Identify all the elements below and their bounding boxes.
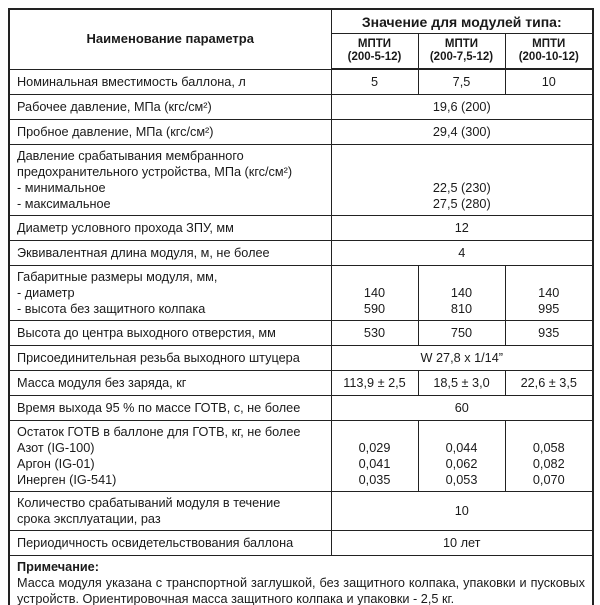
column-spec: (200-10-12) — [518, 51, 579, 63]
cell-line: 140 — [538, 285, 560, 300]
value-cell — [505, 320, 593, 345]
cell-line: 935 — [538, 325, 560, 340]
note-text: Масса модуля указана с транспортной заглушкой, без защитного колпака, упаковки и пусковых устройств. Ориентировочная масса защитного колпака и упаковки - 2,5 кг. — [17, 575, 585, 605]
cell-line: Рабочее давление, МПа (кгс/см²) — [17, 99, 212, 114]
cell-line: Количество срабатываний модуля в течение — [17, 495, 281, 510]
values-header: Значение для модулей типа: — [331, 9, 593, 34]
table-row — [9, 420, 593, 491]
value-cell — [418, 69, 505, 94]
cell-line: Инерген (IG-541) — [17, 472, 117, 487]
cell-line: Периодичность освидетельствования баллона — [17, 535, 294, 550]
cell-line: Пробное давление, МПа (кгс/см²) — [17, 124, 214, 139]
cell-line: - максимальное — [17, 196, 111, 211]
value-cell-span — [331, 119, 593, 144]
param-label — [9, 265, 331, 320]
value-cell-span — [331, 395, 593, 420]
cell-line: 0,044 — [445, 440, 478, 455]
param-label — [9, 94, 331, 119]
cell-line: 530 — [363, 325, 386, 340]
value-cell — [418, 420, 505, 491]
cell-line: Габаритные размеры модуля, мм, — [17, 269, 218, 284]
value-cell — [505, 420, 593, 491]
cell-line: 22,5 (230) — [432, 180, 491, 195]
cell-line: 995 — [538, 301, 560, 316]
cell-line: Остаток ГОТВ в баллоне для ГОТВ, кг, не более — [17, 424, 301, 439]
param-label — [9, 345, 331, 370]
cell-line: 22,6 ± 3,5 — [520, 375, 577, 390]
table-row — [9, 265, 593, 320]
value-cell — [331, 69, 418, 94]
param-header: Наименование параметра — [9, 9, 331, 69]
cell-line: Высота до центра выходного отверстия, мм — [17, 325, 276, 340]
cell-line: 18,5 ± 3,0 — [433, 375, 490, 390]
cell-line: 19,6 (200) — [432, 99, 491, 114]
cell-line: - высота без защитного колпака — [17, 301, 206, 316]
note-title: Примечание: — [17, 559, 99, 574]
value-cell — [331, 265, 418, 320]
column-model: МПТИ — [444, 37, 479, 50]
value-cell — [418, 370, 505, 395]
note-cell — [9, 555, 593, 605]
cell-line: 140 — [450, 285, 473, 300]
cell-line: Аргон (IG-01) — [17, 456, 95, 471]
param-label — [9, 144, 331, 215]
cell-line: 0,082 — [532, 456, 565, 471]
cell-line: Присоединительная резьба выходного штуцера — [17, 350, 300, 365]
param-label — [9, 420, 331, 491]
cell-line: Диаметр условного прохода ЗПУ, мм — [17, 220, 234, 235]
cell-line: Время выхода 95 % по массе ГОТВ, с, не более — [17, 400, 301, 415]
cell-line: 12 — [454, 220, 469, 235]
param-label — [9, 215, 331, 240]
value-cell-span — [331, 215, 593, 240]
value-cell-span — [331, 94, 593, 119]
column-spec: (200-5-12) — [347, 51, 402, 63]
cell-line: 810 — [450, 301, 473, 316]
table-row — [9, 395, 593, 420]
table-row — [9, 119, 593, 144]
column-spec: (200-7,5-12) — [429, 51, 494, 63]
value-cell-span — [331, 345, 593, 370]
value-cell — [331, 420, 418, 491]
cell-line: 0,035 — [358, 472, 391, 487]
column-header-mpti-200-10-12 — [505, 34, 593, 70]
cell-line: Давление срабатывания мембранного — [17, 148, 244, 163]
param-label — [9, 240, 331, 265]
value-cell — [418, 320, 505, 345]
cell-line: 0,058 — [532, 440, 565, 455]
cell-line: предохранительного устройства, МПа (кгс/см²) — [17, 164, 293, 179]
param-label — [9, 69, 331, 94]
param-label — [9, 491, 331, 530]
cell-line: 5 — [370, 74, 379, 89]
cell-line: Масса модуля без заряда, кг — [17, 375, 187, 390]
table-row — [9, 69, 593, 94]
value-cell — [505, 370, 593, 395]
cell-line: 750 — [450, 325, 473, 340]
value-cell — [505, 69, 593, 94]
value-cell — [331, 320, 418, 345]
cell-line: 0,029 — [358, 440, 391, 455]
table-row — [9, 144, 593, 215]
value-cell-span — [331, 530, 593, 555]
table-row — [9, 215, 593, 240]
cell-line: 7,5 — [452, 74, 471, 89]
cell-line: - диаметр — [17, 285, 75, 300]
value-cell-span — [331, 144, 593, 215]
cell-line: срока эксплуатации, раз — [17, 511, 161, 526]
note-row — [9, 555, 593, 605]
cell-line: 60 — [454, 400, 469, 415]
cell-line: 10 — [541, 74, 556, 89]
param-label — [9, 119, 331, 144]
cell-line: 27,5 (280) — [432, 196, 491, 211]
spec-table — [8, 8, 594, 605]
cell-line: 29,4 (300) — [432, 124, 491, 139]
cell-line: 0,070 — [532, 472, 565, 487]
column-model: МПТИ — [532, 37, 566, 50]
cell-line: 0,062 — [445, 456, 478, 471]
cell-line: 0,053 — [445, 472, 478, 487]
cell-line: 113,9 ± 2,5 — [343, 375, 406, 390]
value-cell-span — [331, 491, 593, 530]
cell-line: W 27,8 x 1/14” — [420, 350, 503, 365]
column-model: МПТИ — [357, 37, 392, 50]
cell-line: Азот (IG-100) — [17, 440, 95, 455]
column-header-mpti-200-7-5-12 — [418, 34, 505, 70]
cell-line: Номинальная вместимость баллона, л — [17, 74, 246, 89]
cell-line: 0,041 — [358, 456, 391, 471]
value-cell-span — [331, 240, 593, 265]
cell-line: 140 — [363, 285, 386, 300]
table-row — [9, 94, 593, 119]
cell-line: 590 — [363, 301, 386, 316]
table-row — [9, 320, 593, 345]
table-row — [9, 491, 593, 530]
param-label — [9, 370, 331, 395]
value-cell — [331, 370, 418, 395]
value-cell — [505, 265, 593, 320]
table-row — [9, 345, 593, 370]
param-label — [9, 320, 331, 345]
header-row-top — [9, 9, 593, 34]
cell-line: 4 — [458, 245, 466, 260]
cell-line: - минимальное — [17, 180, 106, 195]
cell-line: 10 лет — [443, 535, 481, 550]
param-label — [9, 395, 331, 420]
value-cell — [418, 265, 505, 320]
spec-table-body — [9, 69, 593, 555]
cell-line: 10 — [454, 503, 469, 518]
param-label — [9, 530, 331, 555]
column-header-mpti-200-5-12 — [331, 34, 418, 70]
table-row — [9, 530, 593, 555]
table-row — [9, 370, 593, 395]
table-row — [9, 240, 593, 265]
cell-line: Эквивалентная длина модуля, м, не более — [17, 245, 270, 260]
